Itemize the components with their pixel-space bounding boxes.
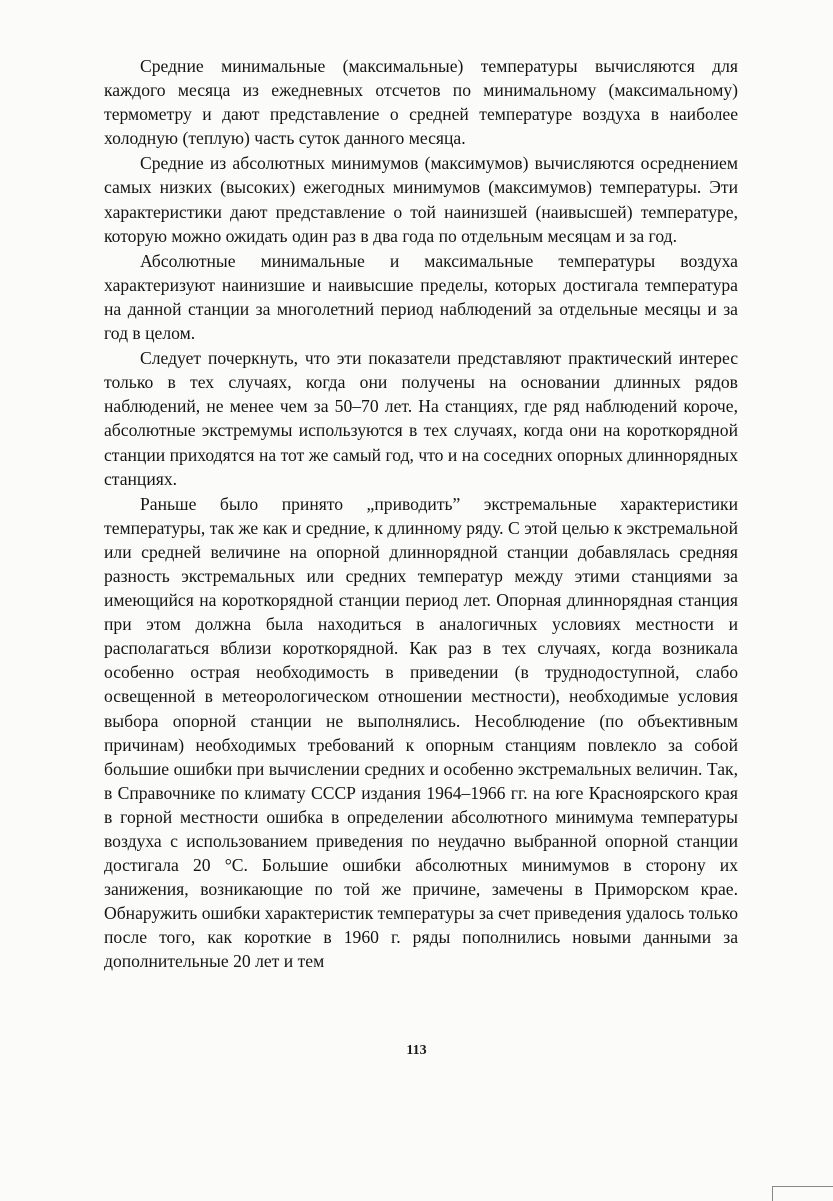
page-number: 113: [406, 1043, 427, 1058]
paragraph-2: Средние из абсолютных минимумов (максимумов) вычисляются осреднением самых низких (высоких) ежегодных минимумов (максимумов) температуры. Эти характеристики дают представление о той наинизшей (наивысшей) температуре, которую можно ожидать один раз в два года по отдельным месяцам и за год.: [104, 153, 738, 246]
paragraph-5: Раньше было принято „приводить” экстремальные характеристики температуры, так же как и средние, к длинному ряду. С этой целью к экстремальной или средней величине на опорной длиннорядной станции добавлялась средняя разность экстремальных или средних температур между этими станциями за имеющийся на короткорядной станции период лет. Опорная длиннорядная станция при этом должна была находиться в аналогичных условиях местности и располагаться вблизи короткорядной. Как раз в тех случаях, когда возникала особенно острая необходимость в приведении (в труднодоступной, слабо освещенной в метеорологическом отношении местности), необходимые условия выбора опорной станции не выполнялись. Несоблюдение (по объективным причинам) необходимых требований к опорным станциям повлекло за собой большие ошибки при вычислении средних и особенно экстремальных величин. Так, в Справочнике по климату СССР издания 1964–1966 гг. на юге Красноярского края в горной местности ошибка в определении абсолютного минимума температуры воздуха с использованием приведения по неудачно выбранной опорной станции достигала 20 °С. Большие ошибки абсолютных минимумов в сторону их занижения, возникающие по той же причине, замечены в Приморском крае. Обнаружить ошибки характеристик температуры за счет приведения удалось только после того, как короткие в 1960 г. ряды пополнились новыми данными за дополнительные 20 лет и тем: [104, 493, 738, 972]
paragraph-3: Абсолютные минимальные и максимальные температуры воздуха характеризуют наинизшие и наивысшие пределы, которых достигала температура на данной станции за многолетний период наблюдений за отдельные месяцы и за год в целом.: [104, 250, 738, 344]
paragraph-4: Следует почеркнуть, что эти показатели представляют практический интерес только в тех случаях, когда они получены на основании длинных рядов наблюдений, не менее чем за 50–70 лет. На станциях, где ряд наблюдений короче, абсолютные экстремумы используются в тех случаях, когда они на короткорядной станции приходятся на тот же самый год, что и на соседних опорных длиннорядных станциях.: [104, 348, 738, 489]
paragraph-1: Средние минимальные (максимальные) температуры вычисляются для каждого месяца из ежедневных отсчетов по минимальному (максимальному) термометру и дают представление о средней температуре воздуха в наиболее холодную (теплую) часть суток данного месяца.: [104, 56, 738, 149]
scan-edge-mark: [772, 1186, 833, 1201]
body-text: [104, 54, 738, 975]
